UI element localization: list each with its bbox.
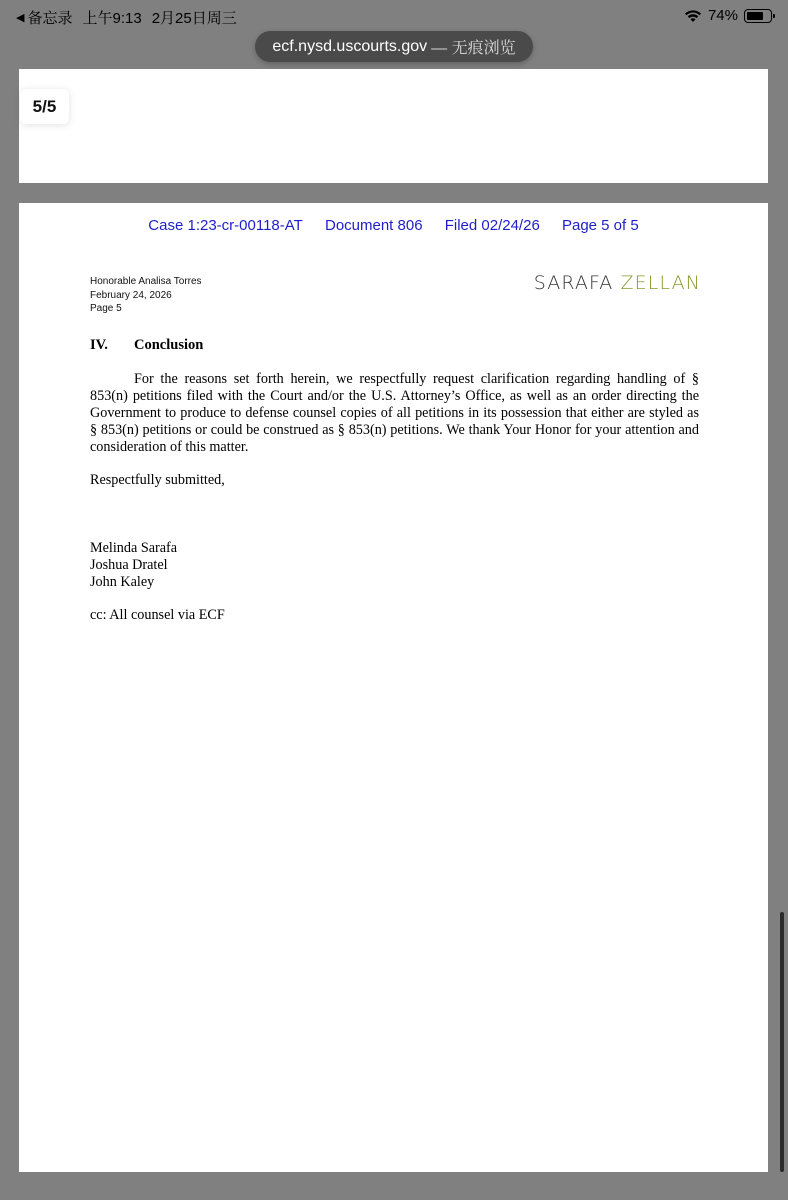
status-time: 上午9:13 [82, 10, 142, 27]
url-bar[interactable] [255, 31, 533, 62]
signer-list [90, 540, 177, 591]
ecf-page-count: Page 5 of 5 [561, 217, 639, 234]
pdf-page-previous [19, 69, 768, 183]
letter-page: Page 5 [90, 303, 122, 314]
battery-fill [747, 12, 763, 20]
battery-icon [744, 9, 772, 23]
page-indicator: 5/5 [20, 89, 69, 124]
recipient-block [90, 275, 202, 316]
vertical-scrollbar[interactable] [780, 912, 784, 1172]
recipient-name: Honorable Analisa Torres [90, 276, 202, 287]
pdf-page-current [19, 203, 768, 1172]
section-heading [90, 337, 203, 354]
battery-percent: 74% [707, 7, 738, 24]
section-title: Conclusion [134, 337, 204, 353]
cc-line: cc: All counsel via ECF [90, 607, 225, 623]
signer-name: John Kaley [90, 574, 155, 590]
ecf-header [19, 217, 768, 234]
status-date: 2月25日周三 [151, 10, 237, 27]
letter-date: February 24, 2026 [90, 289, 172, 301]
firm-logo [534, 272, 701, 294]
logo-part-sarafa: SARAFA [533, 272, 614, 294]
ecf-case-number: Case 1:23-cr-00118-AT [148, 217, 303, 234]
wifi-icon [684, 9, 702, 23]
section-number: IV. [90, 337, 108, 353]
back-arrow-icon: ◀ [16, 12, 25, 24]
ecf-filed-date: Filed 02/24/26 [444, 217, 540, 234]
conclusion-paragraph: For the reasons set forth herein, we respectfully request clarification regarding handling of § 853(n) petitions filed with the Court and/or the U.S. Attorney’s Office, as well as an order directing the Government to produce to defense counsel copies of all petitions in its possession that either are styled as § 853(n) petitions or could be construed as § 853(n) petitions. We thank Your Honor for your attention and consideration of this matter. [90, 371, 699, 455]
url-domain: ecf.nysd.uscourts.gov [272, 37, 428, 55]
closing-line: Respectfully submitted, [90, 472, 225, 488]
back-to-app-link[interactable] [16, 7, 72, 28]
ecf-document-number: Document 806 [324, 217, 423, 234]
back-app-label: 备忘录 [27, 10, 73, 27]
private-browsing-label: — 无痕浏览 [431, 40, 516, 57]
status-bar [0, 0, 788, 34]
signer-name: Melinda Sarafa [90, 540, 178, 556]
logo-part-zellan: ZELLAN [620, 272, 701, 294]
signer-name: Joshua Dratel [90, 557, 168, 573]
